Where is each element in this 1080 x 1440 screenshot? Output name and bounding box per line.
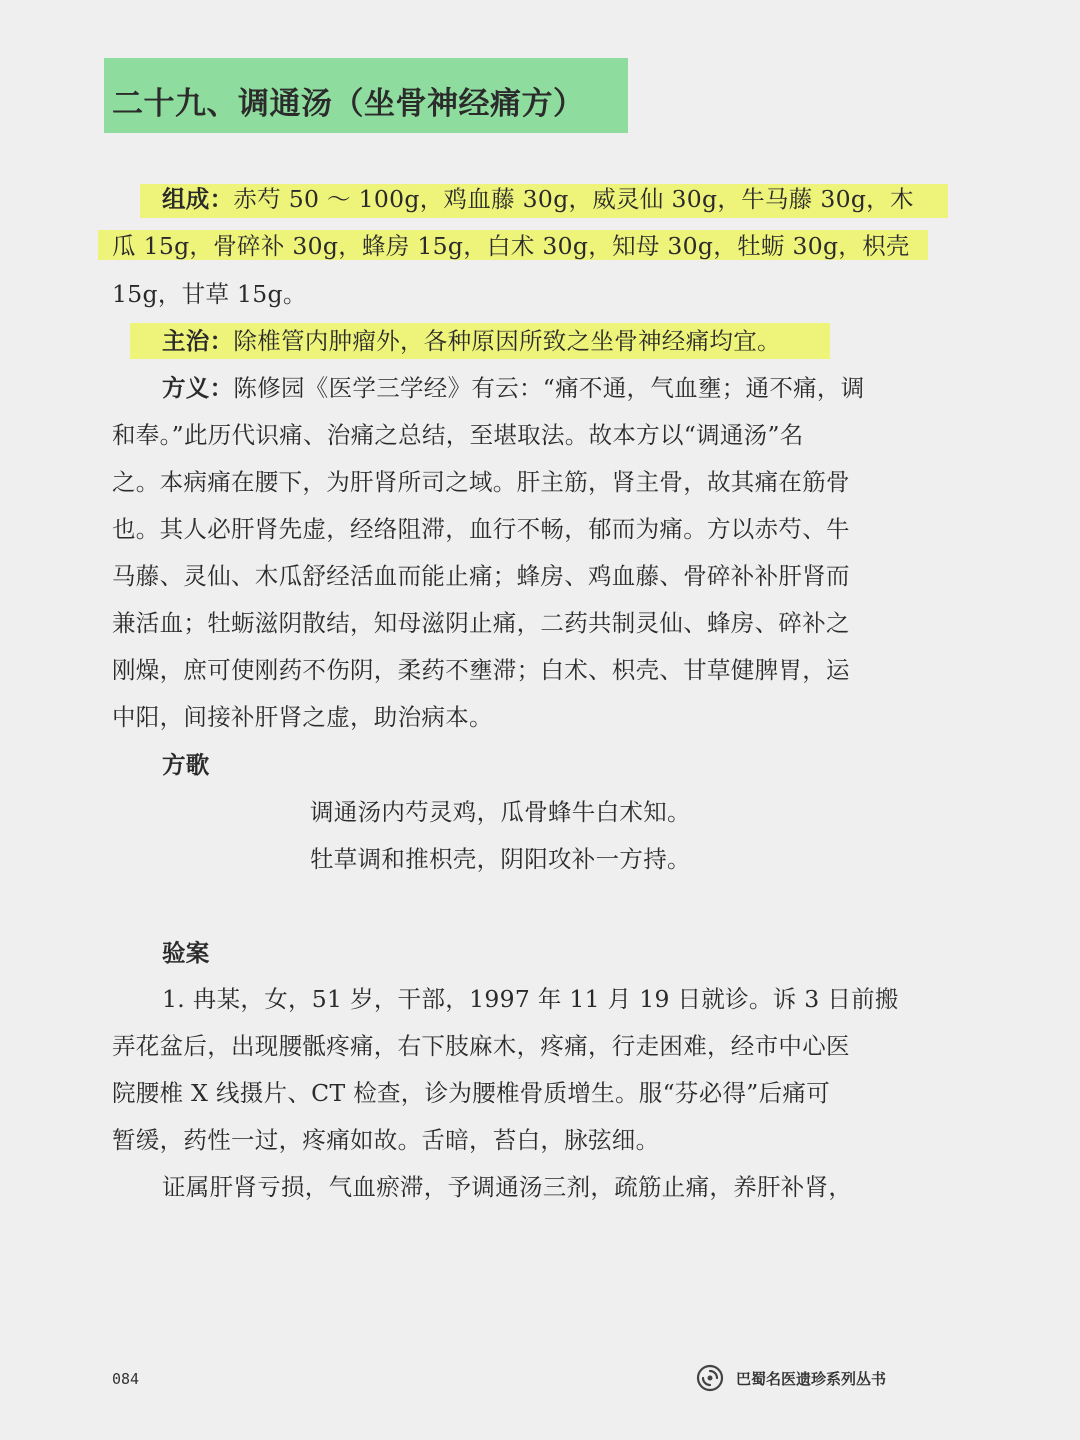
explanation-line-6: 兼活血；牡蛎滋阴散结，知母滋阴止痛，二药共制灵仙、蜂房、碎补之 <box>112 609 850 637</box>
explanation-line-7: 刚燥，庶可使刚药不伤阴，柔药不壅滞；白术、枳壳、甘草健脾胃，运 <box>112 656 850 684</box>
song-heading: 方歌 <box>162 751 210 779</box>
case-line-4: 暂缓，药性一过，疼痛如故。舌暗，苔白，脉弦细。 <box>112 1126 660 1154</box>
indication-label: 主治： <box>162 327 234 355</box>
case-heading: 验案 <box>162 939 210 967</box>
explanation-line-4: 也。其人必肝肾先虚，经络阻滞，血行不畅，郁而为痛。方以赤芍、牛 <box>112 515 850 543</box>
song-line-1: 调通汤内芍灵鸡，瓜骨蜂牛白术知。 <box>310 798 691 826</box>
explanation-line-1: 方义：陈修园《医学三学经》有云：“痛不通，气血壅；通不痛，调 <box>162 374 865 402</box>
explanation-line-5: 马藤、灵仙、木瓜舒经活血而能止痛；蜂房、鸡血藤、骨碎补补肝肾而 <box>112 562 850 590</box>
explanation-line-8: 中阳，间接补肝肾之虚，助治病本。 <box>112 703 493 731</box>
spiral-logo-icon <box>690 1360 730 1396</box>
composition-line-2: 瓜 15g，骨碎补 30g，蜂房 15g，白术 30g，知母 30g，牡蛎 30g，枳壳 <box>112 232 910 260</box>
page-number: 084 <box>112 1370 140 1388</box>
case-line-3: 院腰椎 X 线摄片、CT 检查，诊为腰椎骨质增生。服“芬必得”后痛可 <box>112 1079 831 1107</box>
song-line-2: 牡草调和推枳壳，阴阳攻补一方持。 <box>310 845 691 873</box>
case-line-5: 证属肝肾亏损，气血瘀滞，予调通汤三剂，疏筋止痛，养肝补肾， <box>162 1173 853 1201</box>
composition-label: 组成： <box>162 185 234 213</box>
explanation-label: 方义： <box>162 374 234 402</box>
composition-line-1: 组成：赤芍 50 ～ 100g，鸡血藤 30g，威灵仙 30g，牛马藤 30g，木 <box>162 185 914 213</box>
case-line-2: 弄花盆后，出现腰骶疼痛，右下肢麻木，疼痛，行走困难，经市中心医 <box>112 1032 850 1060</box>
series-name: 巴蜀名医遗珍系列丛书 <box>736 1370 887 1388</box>
page-title: 二十九、调通汤（坐骨神经痛方） <box>112 86 585 122</box>
case-line-1: 1. 冉某，女，51 岁，干部，1997 年 11 月 19 日就诊。诉 3 日前搬 <box>162 985 899 1013</box>
composition-line-3: 15g，甘草 15g。 <box>112 280 307 308</box>
indication-line: 主治：除椎管内肿瘤外，各种原因所致之坐骨神经痛均宜。 <box>162 327 781 355</box>
explanation-line-2: 和奉。”此历代识痛、治痛之总结，至堪取法。故本方以“调通汤”名 <box>112 421 804 449</box>
explanation-line-3: 之。本病痛在腰下，为肝肾所司之域。肝主筋，肾主骨，故其痛在筋骨 <box>112 468 850 496</box>
